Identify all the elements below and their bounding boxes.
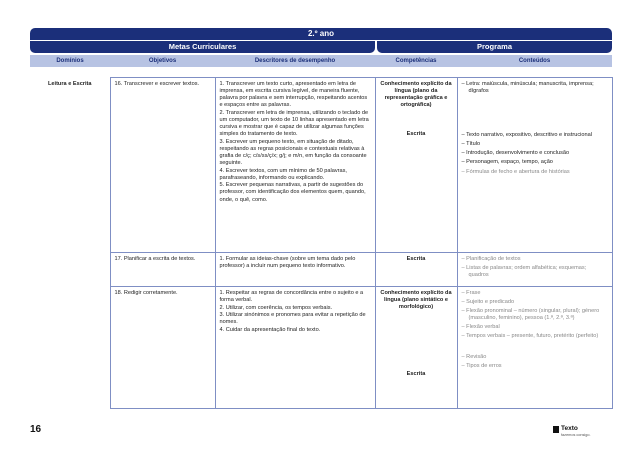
conteudo-item: – Listas de palavras; ordem alfabética; esquemas; quadros — [461, 265, 587, 279]
metas-curriculares-header: Metas Curriculares — [30, 41, 375, 53]
descritor-item: 4. Cuidar da apresentação final do texto. — [219, 326, 321, 333]
descritor-item: 5. Escrever pequenas narrativas, a partir de sugestões do professor, com identificação dos elementos quem, quando, onde, o quê, como. — [219, 182, 366, 203]
logo-tagline: fazemos consigo. — [561, 433, 591, 437]
conteudos-cell — [457, 253, 612, 287]
conteudo-item: – Revisão — [461, 353, 487, 360]
competencia-label: Conhecimento explícito da língua (plano da representação gráfica e ortográfica) — [380, 81, 452, 109]
col-conteudos: Conteúdos — [518, 58, 551, 64]
competencia-label: Escrita — [406, 131, 426, 138]
table-row — [30, 253, 612, 287]
col-competencias: Competências — [395, 58, 437, 64]
descritores-cell — [215, 78, 375, 253]
conteudo-item: – Introdução, desenvolvimento e conclusão — [461, 150, 570, 157]
descritores-cell — [215, 287, 375, 409]
col-descritores: Descritores de desempenho — [254, 58, 336, 64]
objetivo-cell: 17. Planificar a escrita de textos. — [110, 253, 215, 287]
conteudos-cell — [457, 287, 612, 409]
descritores-cell — [215, 253, 375, 287]
conteudo-item: – Título — [461, 141, 481, 148]
conteudo-item: – Flexão pronominal – número (singular, plural); género (masculino, feminino), pessoa (1.ª, 2.ª, 3.ª) — [461, 308, 600, 322]
competencias-cell — [375, 78, 457, 253]
descritor-item: 1. Transcrever um texto curto, apresentado em letra de imprensa, em escrita cursiva legível, de maneira fluente, palavra por palavra e sem interrupção, respeitando acentos e espaços entre as palavras. — [219, 81, 368, 109]
table-row — [30, 287, 612, 409]
descritor-item: 2. Transcrever em letra de imprensa, utilizando o teclado de um computador, um texto de 10 linhas apresentado em letra cursiva e mostrar que é capaz de utilizar algumas funções simples do tratamento de texto. — [219, 109, 369, 138]
publisher-logo — [553, 425, 613, 439]
year-band — [30, 28, 612, 40]
conteudo-item: – Texto narrativo, expositivo, descritivo e instrucional — [461, 132, 592, 139]
conteudo-item: – Tipos de erros — [461, 362, 502, 369]
column-headers — [30, 55, 612, 67]
competencia-label: Escrita — [406, 371, 426, 378]
dominio-cell: Leitura e Escrita — [30, 78, 110, 409]
descritor-item: 3. Utilizar sinónimos e pronomes para evitar a repetição de nomes. — [219, 312, 366, 326]
conteudo-item: – Tempos verbais – presente, futuro, pretérito (perfeito) — [461, 333, 599, 340]
objetivo-cell: 16. Transcrever e escrever textos. — [110, 78, 215, 253]
col-dominios: Domínios — [56, 58, 84, 64]
curriculum-table — [30, 77, 613, 409]
descritor-item: 3. Escrever um pequeno texto, em situação de ditado, respeitando as regras posicionais e contextuais relativas à grafia de c/ç; c/s/ss/ç/x; g/j; e m/n, em função da consoante seguinte. — [219, 138, 367, 167]
descritor-item: 4. Escrever textos, com um mínimo de 50 palavras, parafraseando, informando ou explicando. — [219, 167, 347, 181]
objetivo-cell: 18. Redigir corretamente. — [110, 287, 215, 409]
conteudo-item: – Fórmulas de fecho e abertura de histórias — [461, 168, 570, 175]
descritor-item: 2. Utilizar, com coerência, os tempos verbais. — [219, 304, 333, 311]
competencia-label: Conhecimento explícito da língua (plano sintático e morfológico) — [380, 290, 452, 311]
logo-brand: Texto — [561, 425, 578, 432]
logo-mark-icon — [553, 426, 559, 433]
conteudos-cell — [457, 78, 612, 253]
descritor-item: 1. Formular as ideias-chave (sobre um tema dado pelo professor) a incluir num pequeno texto informativo. — [219, 256, 356, 270]
conteudo-item: – Personagem, espaço, tempo, ação — [461, 159, 553, 166]
col-objetivos: Objetivos — [148, 58, 177, 64]
conteudo-item: – Planificação de textos — [461, 256, 521, 262]
conteudo-item: – Sujeito e predicado — [461, 299, 515, 306]
competencias-cell: Escrita — [375, 253, 457, 287]
descritor-item: 1. Respeitar as regras de concordância entre o sujeito e a forma verbal. — [219, 290, 364, 304]
programa-header: Programa — [377, 41, 612, 53]
section-band — [30, 41, 612, 53]
page-number: 16 — [30, 424, 42, 435]
year-label: 2.º ano — [307, 29, 335, 38]
conteudo-item: – Flexão verbal — [461, 324, 500, 331]
conteudo-item: – Frase — [461, 290, 481, 296]
table-row — [30, 78, 612, 253]
competencias-cell — [375, 287, 457, 409]
conteudo-item: – Letra: maiúscula, minúscula; manuscrita, imprensa; dígrafos — [461, 81, 594, 95]
